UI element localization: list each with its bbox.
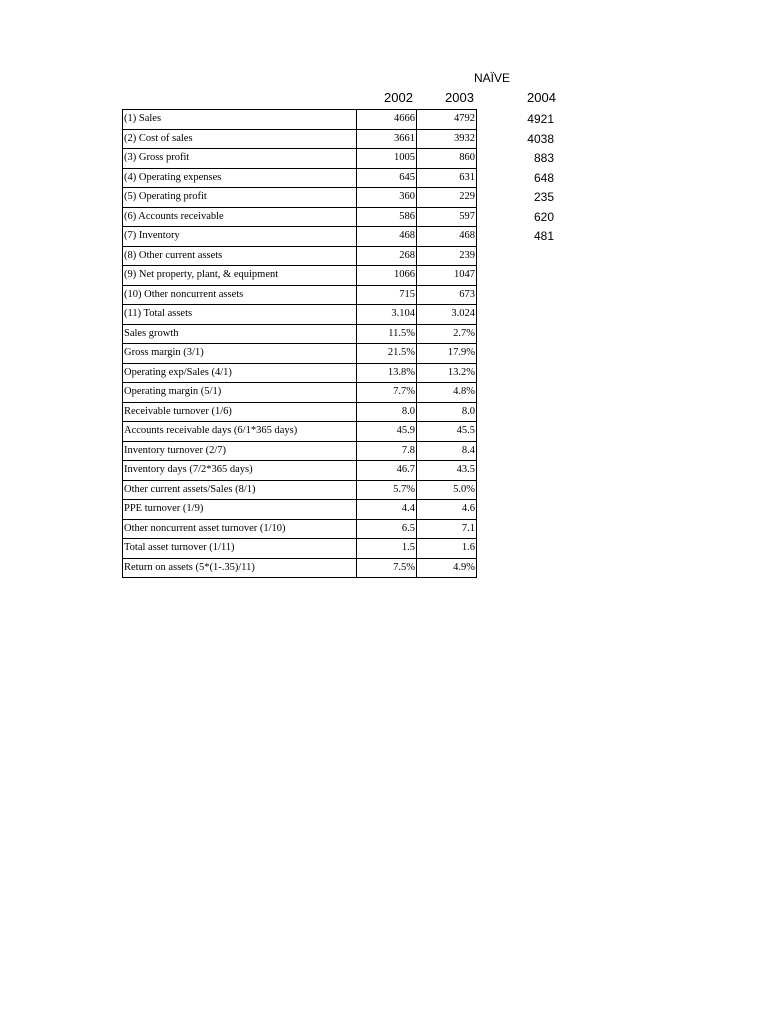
value-2003: 239 [417, 246, 477, 266]
value-2002: 715 [357, 285, 417, 305]
forecast-value: 235 [533, 190, 554, 204]
value-2002: 1005 [357, 149, 417, 169]
value-2002: 45.9 [357, 422, 417, 442]
value-2002: 5.7% [357, 480, 417, 500]
value-2003: 5.0% [417, 480, 477, 500]
table-row [123, 266, 477, 286]
row-label: (11) Total assets [123, 305, 357, 325]
value-2002: 645 [357, 168, 417, 188]
value-2003: 3932 [417, 129, 477, 149]
value-2002: 21.5% [357, 344, 417, 364]
row-label: Other noncurrent asset turnover (1/10) [123, 519, 357, 539]
forecast-2004-column [500, 110, 554, 247]
table-row [123, 500, 477, 520]
value-2002: 3661 [357, 129, 417, 149]
table-row [123, 441, 477, 461]
value-2002: 586 [357, 207, 417, 227]
value-2003: 468 [417, 227, 477, 247]
naive-label: NAÏVE [474, 71, 511, 85]
row-label: (9) Net property, plant, & equipment [123, 266, 357, 286]
value-2003: 1.6 [417, 539, 477, 559]
row-label: Other current assets/Sales (8/1) [123, 480, 357, 500]
value-2002: 4666 [357, 110, 417, 130]
value-2003: 597 [417, 207, 477, 227]
table-row [123, 188, 477, 208]
row-label: (3) Gross profit [123, 149, 357, 169]
table-row [123, 402, 477, 422]
value-2002: 13.8% [357, 363, 417, 383]
year-header-2003: 2003 [445, 90, 474, 105]
table-row [123, 519, 477, 539]
row-label: Operating exp/Sales (4/1) [123, 363, 357, 383]
row-label: (1) Sales [123, 110, 357, 130]
table-row [123, 363, 477, 383]
financial-table [122, 109, 477, 578]
row-label: (8) Other current assets [123, 246, 357, 266]
table-row [123, 129, 477, 149]
value-2003: 2.7% [417, 324, 477, 344]
forecast-value: 481 [533, 229, 554, 243]
value-2003: 7.1 [417, 519, 477, 539]
row-label: (5) Operating profit [123, 188, 357, 208]
row-label: (6) Accounts receivable [123, 207, 357, 227]
table-row [123, 227, 477, 247]
value-2002: 1.5 [357, 539, 417, 559]
row-label: Accounts receivable days (6/1*365 days) [123, 422, 357, 442]
value-2003: 673 [417, 285, 477, 305]
value-2002: 6.5 [357, 519, 417, 539]
row-label: Receivable turnover (1/6) [123, 402, 357, 422]
value-2002: 7.7% [357, 383, 417, 403]
row-label: Inventory turnover (2/7) [123, 441, 357, 461]
table-row [123, 207, 477, 227]
value-2002: 46.7 [357, 461, 417, 481]
value-2003: 4.8% [417, 383, 477, 403]
forecast-value: 4038 [527, 131, 554, 146]
value-2002: 3.104 [357, 305, 417, 325]
table-row [123, 480, 477, 500]
table-row [123, 149, 477, 169]
value-2002: 11.5% [357, 324, 417, 344]
table-row [123, 422, 477, 442]
row-label: (4) Operating expenses [123, 168, 357, 188]
table-row [123, 461, 477, 481]
row-label: Return on assets (5*(1-.35)/11) [123, 558, 357, 578]
value-2003: 13.2% [417, 363, 477, 383]
value-2002: 8.0 [357, 402, 417, 422]
table-row [123, 110, 477, 130]
value-2003: 1047 [417, 266, 477, 286]
value-2003: 43.5 [417, 461, 477, 481]
year-header-2004: 2004 [527, 90, 556, 105]
value-2003: 3.024 [417, 305, 477, 325]
row-label: (2) Cost of sales [123, 129, 357, 149]
forecast-value: 648 [533, 170, 554, 185]
table-row [123, 344, 477, 364]
value-2003: 8.4 [417, 441, 477, 461]
value-2002: 4.4 [357, 500, 417, 520]
row-label: Inventory days (7/2*365 days) [123, 461, 357, 481]
year-header-2002: 2002 [384, 90, 413, 105]
row-label: Gross margin (3/1) [123, 344, 357, 364]
value-2003: 8.0 [417, 402, 477, 422]
table-row [123, 168, 477, 188]
row-label: Operating margin (5/1) [123, 383, 357, 403]
value-2002: 7.5% [357, 558, 417, 578]
value-2002: 7.8 [357, 441, 417, 461]
value-2002: 1066 [357, 266, 417, 286]
value-2002: 268 [357, 246, 417, 266]
row-label: Total asset turnover (1/11) [123, 539, 357, 559]
value-2003: 45.5 [417, 422, 477, 442]
table-row [123, 539, 477, 559]
forecast-value: 883 [533, 151, 554, 165]
row-label: (7) Inventory [123, 227, 357, 247]
value-2003: 4792 [417, 110, 477, 130]
value-2002: 360 [357, 188, 417, 208]
value-2003: 17.9% [417, 344, 477, 364]
row-label: Sales growth [123, 324, 357, 344]
table-row [123, 383, 477, 403]
row-label: (10) Other noncurrent assets [123, 285, 357, 305]
forecast-value: 620 [533, 209, 554, 224]
forecast-value: 4921 [527, 112, 554, 126]
value-2003: 631 [417, 168, 477, 188]
table-row [123, 305, 477, 325]
value-2003: 4.9% [417, 558, 477, 578]
table-row [123, 324, 477, 344]
value-2003: 4.6 [417, 500, 477, 520]
value-2003: 229 [417, 188, 477, 208]
table-row [123, 558, 477, 578]
value-2002: 468 [357, 227, 417, 247]
row-label: PPE turnover (1/9) [123, 500, 357, 520]
table-row [123, 246, 477, 266]
table-row [123, 285, 477, 305]
value-2003: 860 [417, 149, 477, 169]
